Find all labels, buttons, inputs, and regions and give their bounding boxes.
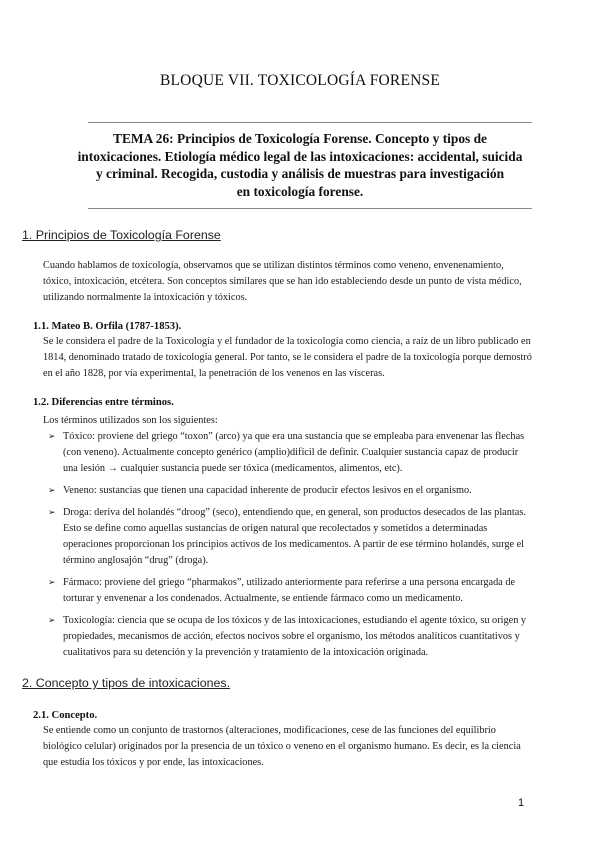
- subsection-1-1-heading: 1.1. Mateo B. Orfila (1787-1853).: [33, 321, 182, 332]
- text-line: Se le considera el padre de la Toxicología y el fundador de la toxicología como ciencia, a raíz de un libro publicado en: [43, 336, 531, 347]
- page-number: 1: [518, 797, 525, 809]
- text-line: una lesión → cualquier sustancia puede ser tóxica (medicamentos, alimentos, etc).: [63, 463, 403, 474]
- text-line: (con veneno). Actualmente concepto genérico (amplio)difícil de definir. Cualquier sustancia capaz de producir: [63, 447, 519, 458]
- text-line: propiedades, mecanismos de acción, efectos nocivos sobre el organismo, los métodos analíticos cuantitativos y: [63, 631, 520, 642]
- text-line: en el año 1828, por vía experimental, la penetración de los venenos en las vísceras.: [43, 368, 385, 379]
- list-item: [48, 575, 568, 607]
- tema-line: en toxicología forense.: [236, 183, 364, 199]
- text-line: Cuando hablamos de toxicología, observamos que se utilizan distintos términos como veneno, envenenamiento,: [43, 260, 504, 271]
- subsection-2-1-heading: 2.1. Concepto.: [33, 710, 98, 721]
- text-line: Tóxico: proviene del griego “toxon” (arco) ya que era una sustancia que se empleaba para envenenar las flechas: [63, 431, 525, 442]
- list-item: [48, 613, 568, 661]
- text-line: 1814, denominado tratado de toxicología general. Por tanto, se le considera el padre de la toxicología porque demostró: [43, 352, 532, 363]
- arrow-bullet-icon: ➢: [48, 432, 56, 442]
- subsection-2-1-body: [43, 723, 521, 771]
- arrow-bullet-icon: ➢: [48, 508, 56, 518]
- text-line: término anglosajón “drug” (droga).: [63, 555, 209, 566]
- list-item: [48, 429, 568, 477]
- text-line: cualitativos para su detención y la prevención y tratamiento de la intoxicación originada.: [63, 647, 429, 658]
- text-line: Fármaco: proviene del griego “pharmakos”, utilizado anteriormente para referirse a una persona encargada de: [63, 577, 516, 588]
- arrow-bullet-icon: ➢: [48, 616, 56, 626]
- text-line: operaciones proporcionan los principios activos de los medicamentos. A partir de ese término holandés, surge el: [63, 539, 525, 550]
- bottom-rule: [88, 208, 532, 209]
- text-line: Toxicología: ciencia que se ocupa de los tóxicos y de las intoxicaciones, estudiando el agente tóxico, su origen y: [63, 615, 527, 626]
- text-line: tóxico, intoxicación, etcétera. Son conceptos similares que se han ido estableciendo desde un punto de vista médico,: [43, 276, 522, 287]
- tema-line: TEMA 26: Principios de Toxicología Forense. Concepto y tipos de: [113, 131, 487, 146]
- text-line: Veneno: sustancias que tienen una capacidad inherente de producir efectos lesivos en el organismo.: [63, 485, 472, 496]
- section-1-heading: 1. Principios de Toxicología Forense: [22, 228, 221, 242]
- text-line: torturar y envenenar a los condenados. Actualmente, se entiende fármaco como un medicamento.: [63, 593, 463, 604]
- subsection-1-1-body: [43, 334, 532, 382]
- block-title: BLOQUE VII. TOXICOLOGÍA FORENSE: [159, 72, 441, 89]
- text-line: Se entiende como un conjunto de trastornos (alteraciones, modificaciones, cese de las funciones del equilibrio: [43, 725, 496, 736]
- text-line: utilizando normalmente la intoxicación y tóxicos.: [43, 292, 248, 303]
- arrow-bullet-icon: ➢: [48, 486, 56, 496]
- list-item: [48, 505, 568, 569]
- tema-line: intoxicaciones. Etiología médico legal de las intoxicaciones: accidental, suicida: [77, 148, 523, 164]
- top-rule: [88, 122, 532, 123]
- tema-line: y criminal. Recogida, custodia y análisis de muestras para investigación: [95, 166, 505, 182]
- subsection-1-2-intro: Los términos utilizados son los siguientes:: [43, 415, 218, 426]
- tema-title: [48, 130, 552, 200]
- arrow-bullet-icon: ➢: [48, 578, 56, 588]
- text-line: biológico celular) originados por la presencia de un tóxico o veneno en el organismo humano. Es decir, es la ciencia: [43, 741, 521, 752]
- text-line: Droga: deriva del holandés “droog” (seco), entendiendo que, en general, son productos desecados de las plantas.: [63, 507, 526, 518]
- text-line: que estudia los tóxicos y por ende, las intoxicaciones.: [43, 757, 264, 768]
- list-item: [48, 483, 568, 499]
- text-line: Esto se define como aquellas sustancias de origen natural que recolectados y sometidos a determinadas: [63, 523, 488, 534]
- section-1-intro: [43, 258, 522, 306]
- subsection-1-2-heading: 1.2. Diferencias entre términos.: [33, 397, 174, 408]
- section-2-heading: 2. Concepto y tipos de intoxicaciones.: [22, 676, 231, 690]
- terms-list: [48, 429, 568, 667]
